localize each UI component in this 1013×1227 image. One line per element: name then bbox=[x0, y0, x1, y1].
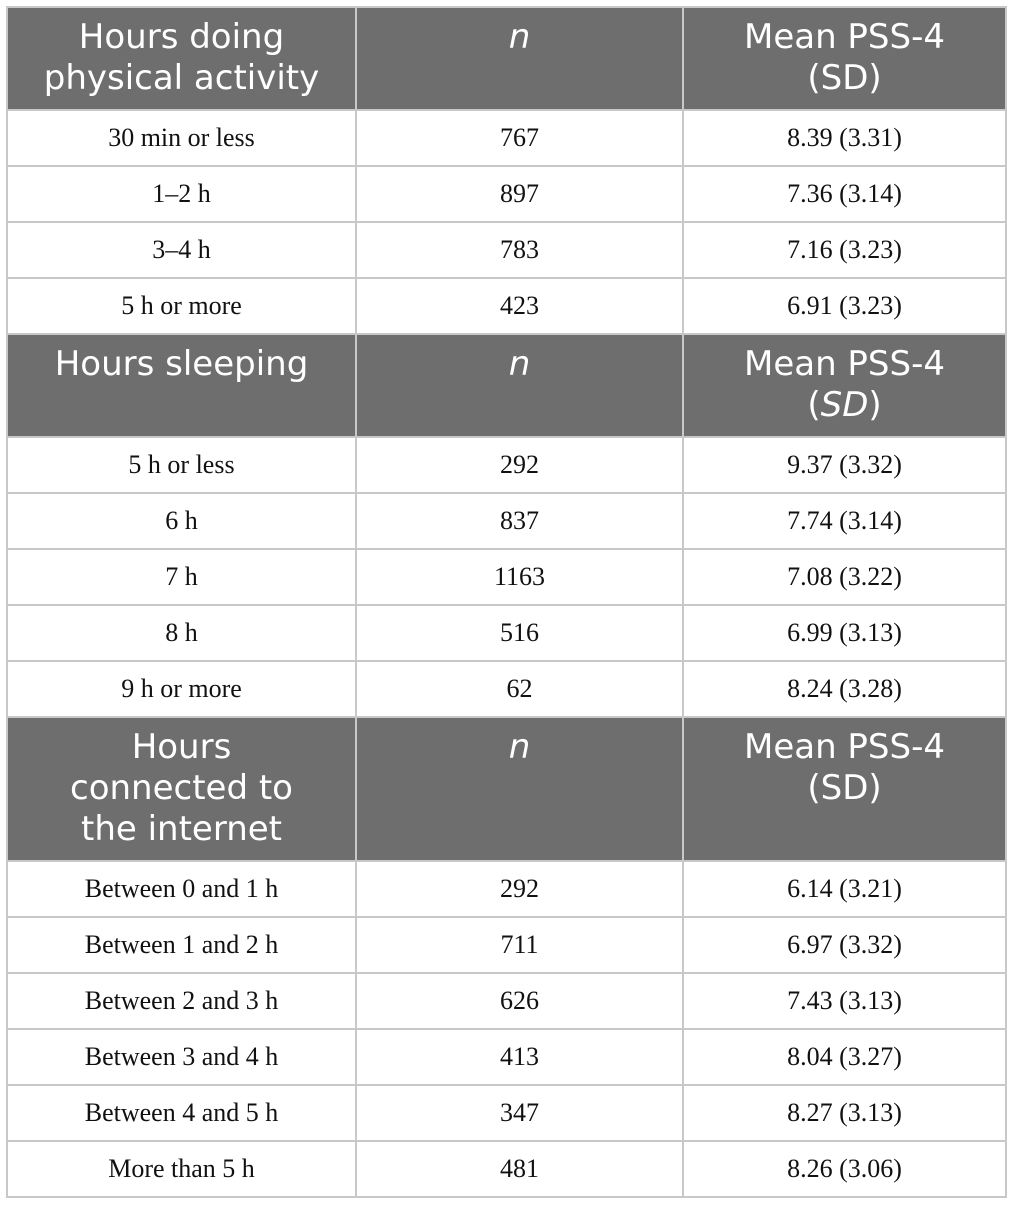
row-mean: 7.43 (3.13) bbox=[683, 973, 1006, 1029]
row-mean: 8.26 (3.06) bbox=[683, 1141, 1006, 1197]
row-category: Between 1 and 2 h bbox=[7, 917, 356, 973]
header-mean bbox=[683, 7, 1006, 110]
row-category: Between 0 and 1 h bbox=[7, 861, 356, 917]
header-mean bbox=[683, 334, 1006, 437]
row-n: 837 bbox=[356, 493, 683, 549]
table-row bbox=[7, 1141, 1006, 1197]
row-mean: 7.16 (3.23) bbox=[683, 222, 1006, 278]
row-category: Between 4 and 5 h bbox=[7, 1085, 356, 1141]
row-category: Between 3 and 4 h bbox=[7, 1029, 356, 1085]
table-row bbox=[7, 1029, 1006, 1085]
header-label: Hours doing physical activity bbox=[7, 7, 356, 110]
header-n bbox=[356, 717, 683, 861]
header-mean-line1: Mean PSS-4 bbox=[743, 727, 945, 767]
header-mean bbox=[683, 717, 1006, 861]
header-mean-line2: (SD) bbox=[807, 768, 882, 808]
row-n: 481 bbox=[356, 1141, 683, 1197]
table-row bbox=[7, 549, 1006, 605]
table-row bbox=[7, 437, 1006, 493]
row-n: 292 bbox=[356, 861, 683, 917]
table-row bbox=[7, 973, 1006, 1029]
row-mean: 7.36 (3.14) bbox=[683, 166, 1006, 222]
header-n bbox=[356, 334, 683, 437]
row-category: 6 h bbox=[7, 493, 356, 549]
pss-table bbox=[6, 6, 1007, 1198]
row-mean: 9.37 (3.32) bbox=[683, 437, 1006, 493]
row-mean: 8.24 (3.28) bbox=[683, 661, 1006, 717]
table-row bbox=[7, 110, 1006, 166]
header-mean-sd: SD bbox=[820, 385, 869, 425]
row-n: 292 bbox=[356, 437, 683, 493]
table-row bbox=[7, 166, 1006, 222]
table-row bbox=[7, 861, 1006, 917]
table-row bbox=[7, 278, 1006, 334]
header-label: Hours sleeping bbox=[7, 334, 356, 437]
row-category: 5 h or more bbox=[7, 278, 356, 334]
section-header-internet bbox=[7, 717, 1006, 861]
table-row bbox=[7, 1085, 1006, 1141]
table-row bbox=[7, 493, 1006, 549]
header-mean-open: ( bbox=[807, 385, 821, 425]
row-category: 7 h bbox=[7, 549, 356, 605]
row-mean: 8.27 (3.13) bbox=[683, 1085, 1006, 1141]
row-n: 347 bbox=[356, 1085, 683, 1141]
row-n: 413 bbox=[356, 1029, 683, 1085]
row-mean: 8.04 (3.27) bbox=[683, 1029, 1006, 1085]
row-mean: 6.14 (3.21) bbox=[683, 861, 1006, 917]
table-row bbox=[7, 222, 1006, 278]
header-label: Hours connected to the internet bbox=[7, 717, 356, 861]
row-n: 783 bbox=[356, 222, 683, 278]
row-mean: 7.08 (3.22) bbox=[683, 549, 1006, 605]
row-n: 767 bbox=[356, 110, 683, 166]
row-category: 5 h or less bbox=[7, 437, 356, 493]
table-row bbox=[7, 917, 1006, 973]
header-n-text: n bbox=[508, 727, 531, 767]
row-n: 1163 bbox=[356, 549, 683, 605]
row-n: 897 bbox=[356, 166, 683, 222]
row-n: 62 bbox=[356, 661, 683, 717]
row-category: 3–4 h bbox=[7, 222, 356, 278]
row-mean: 6.97 (3.32) bbox=[683, 917, 1006, 973]
row-mean: 6.91 (3.23) bbox=[683, 278, 1006, 334]
row-n: 516 bbox=[356, 605, 683, 661]
header-n-text: n bbox=[508, 344, 531, 384]
header-n-text: n bbox=[508, 17, 531, 57]
row-n: 711 bbox=[356, 917, 683, 973]
row-category: 30 min or less bbox=[7, 110, 356, 166]
header-mean-line2: (SD) bbox=[807, 58, 882, 98]
row-category: Between 2 and 3 h bbox=[7, 973, 356, 1029]
row-category: More than 5 h bbox=[7, 1141, 356, 1197]
row-n: 423 bbox=[356, 278, 683, 334]
row-category: 1–2 h bbox=[7, 166, 356, 222]
header-mean-close: ) bbox=[868, 385, 882, 425]
header-mean-line1: Mean PSS-4 bbox=[743, 17, 945, 57]
table-row bbox=[7, 661, 1006, 717]
section-header-sleeping bbox=[7, 334, 1006, 437]
header-mean-line1: Mean PSS-4 bbox=[743, 344, 945, 384]
row-mean: 8.39 (3.31) bbox=[683, 110, 1006, 166]
row-category: 9 h or more bbox=[7, 661, 356, 717]
row-category: 8 h bbox=[7, 605, 356, 661]
row-mean: 6.99 (3.13) bbox=[683, 605, 1006, 661]
row-mean: 7.74 (3.14) bbox=[683, 493, 1006, 549]
header-mean-line2 bbox=[684, 385, 1005, 426]
header-n bbox=[356, 7, 683, 110]
row-n: 626 bbox=[356, 973, 683, 1029]
section-header-physical-activity bbox=[7, 7, 1006, 110]
table-row bbox=[7, 605, 1006, 661]
